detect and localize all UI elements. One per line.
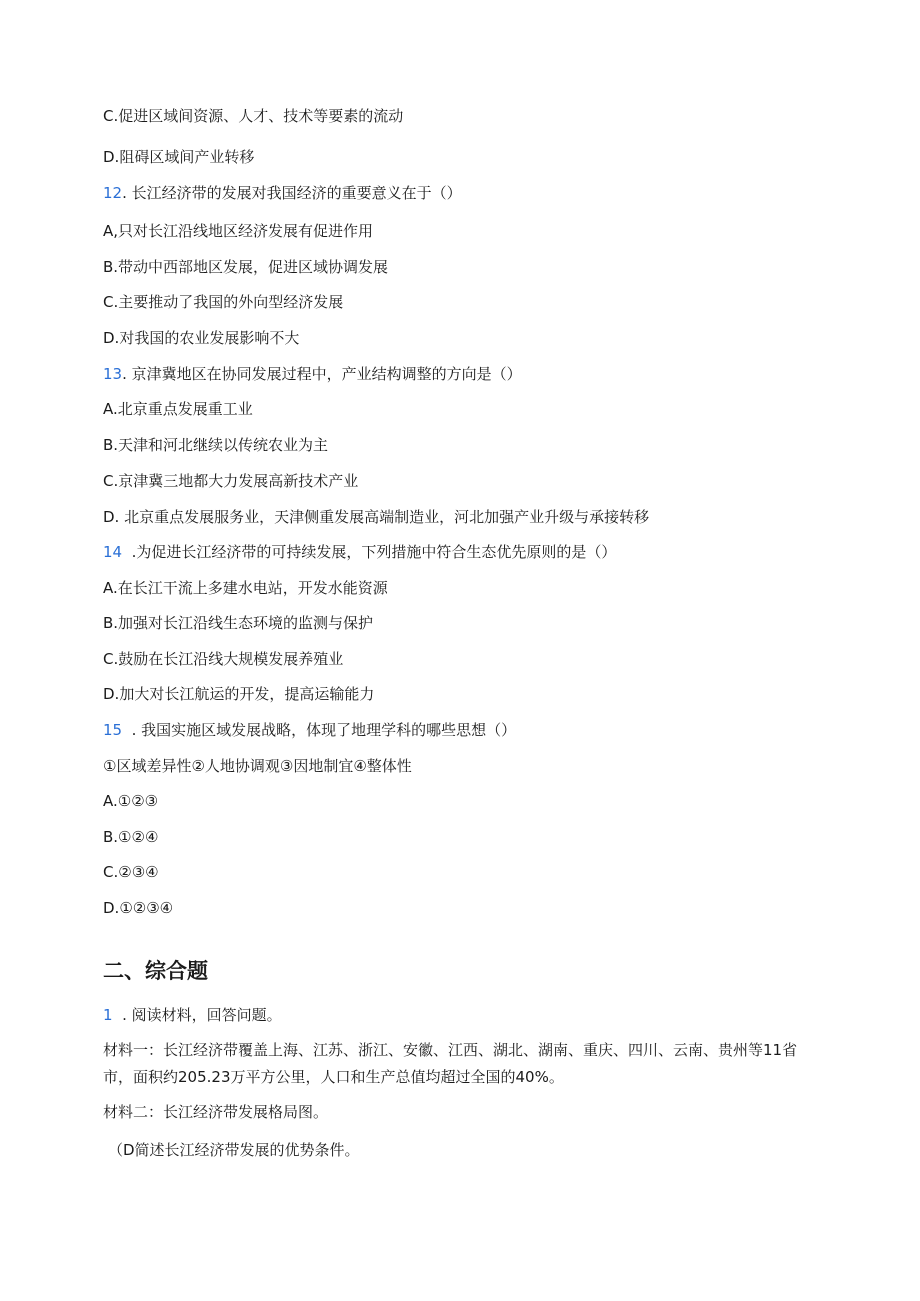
q14-option-c: C.鼓励在长江沿线大规模发展养殖业 [103, 650, 344, 668]
q14-option-b: B.加强对长江沿线生态环境的监测与保护 [103, 614, 374, 632]
option-d-prev: D.阻碍区域间产业转移 [103, 148, 255, 166]
material-1: 材料一：长江经济带覆盖上海、江苏、浙江、安徽、江西、湖北、湖南、重庆、四川、云南、贵州等11省市，面积约205.23万平方公里，人口和生产总值均超过全国的40%。 [103, 1041, 798, 1086]
question-15 [103, 720, 516, 740]
q13-option-c: C.京津冀三地都大力发展高新技术产业 [103, 472, 359, 490]
q15-option-d: D.①②③④ [103, 899, 174, 917]
q15-option-b: B.①②④ [103, 828, 159, 846]
question-text: . 长江经济带的发展对我国经济的重要意义在于（） [122, 184, 462, 202]
q12-option-a: A,只对长江沿线地区经济发展有促进作用 [103, 222, 374, 240]
question-number: 15 [103, 721, 123, 739]
q13-option-d: D. 北京重点发展服务业，天津侧重发展高端制造业，河北加强产业升级与承接转移 [103, 508, 650, 526]
q14-option-a: A.在长江干流上多建水电站，开发水能资源 [103, 579, 388, 597]
q15-option-a: A.①②③ [103, 792, 159, 810]
q12-option-c: C.主要推动了我国的外向型经济发展 [103, 293, 344, 311]
question-13 [103, 364, 522, 384]
option-c-prev: C.促进区域间资源、人才、技术等要素的流动 [103, 107, 404, 125]
question-text: . 阅读材料，回答问题。 [112, 1006, 282, 1024]
question-number: 14 [103, 543, 123, 561]
q13-option-a: A.北京重点发展重工业 [103, 400, 253, 418]
question-text: .为促进长江经济带的可持续发展，下列措施中符合生态优先原则的是（） [122, 543, 617, 561]
material-2: 材料二：长江经济带发展格局图。 [103, 1103, 329, 1121]
question-number: 1 [103, 1006, 113, 1024]
comprehensive-question-1 [103, 1005, 282, 1025]
question-14 [103, 542, 616, 562]
question-number: 12 [103, 184, 123, 202]
question-number: 13 [103, 365, 123, 383]
q14-option-d: D.加大对长江航运的开发，提高运输能力 [103, 685, 375, 703]
sub-question-1: （D简述长江经济带发展的优势条件。 [108, 1141, 360, 1159]
q12-option-b: B.带动中西部地区发展，促进区域协调发展 [103, 258, 389, 276]
question-text: . 京津冀地区在协同发展过程中，产业结构调整的方向是（） [122, 365, 522, 383]
q12-option-d: D.对我国的农业发展影响不大 [103, 329, 300, 347]
q13-option-b: B.天津和河北继续以传统农业为主 [103, 436, 329, 454]
question-text: . 我国实施区域发展战略，体现了地理学科的哪些思想（） [122, 721, 517, 739]
q15-items: ①区域差异性②人地协调观③因地制宜④整体性 [103, 757, 412, 775]
question-12 [103, 183, 462, 203]
q15-option-c: C.②③④ [103, 863, 159, 881]
section-title: 二、综合题 [103, 959, 208, 983]
